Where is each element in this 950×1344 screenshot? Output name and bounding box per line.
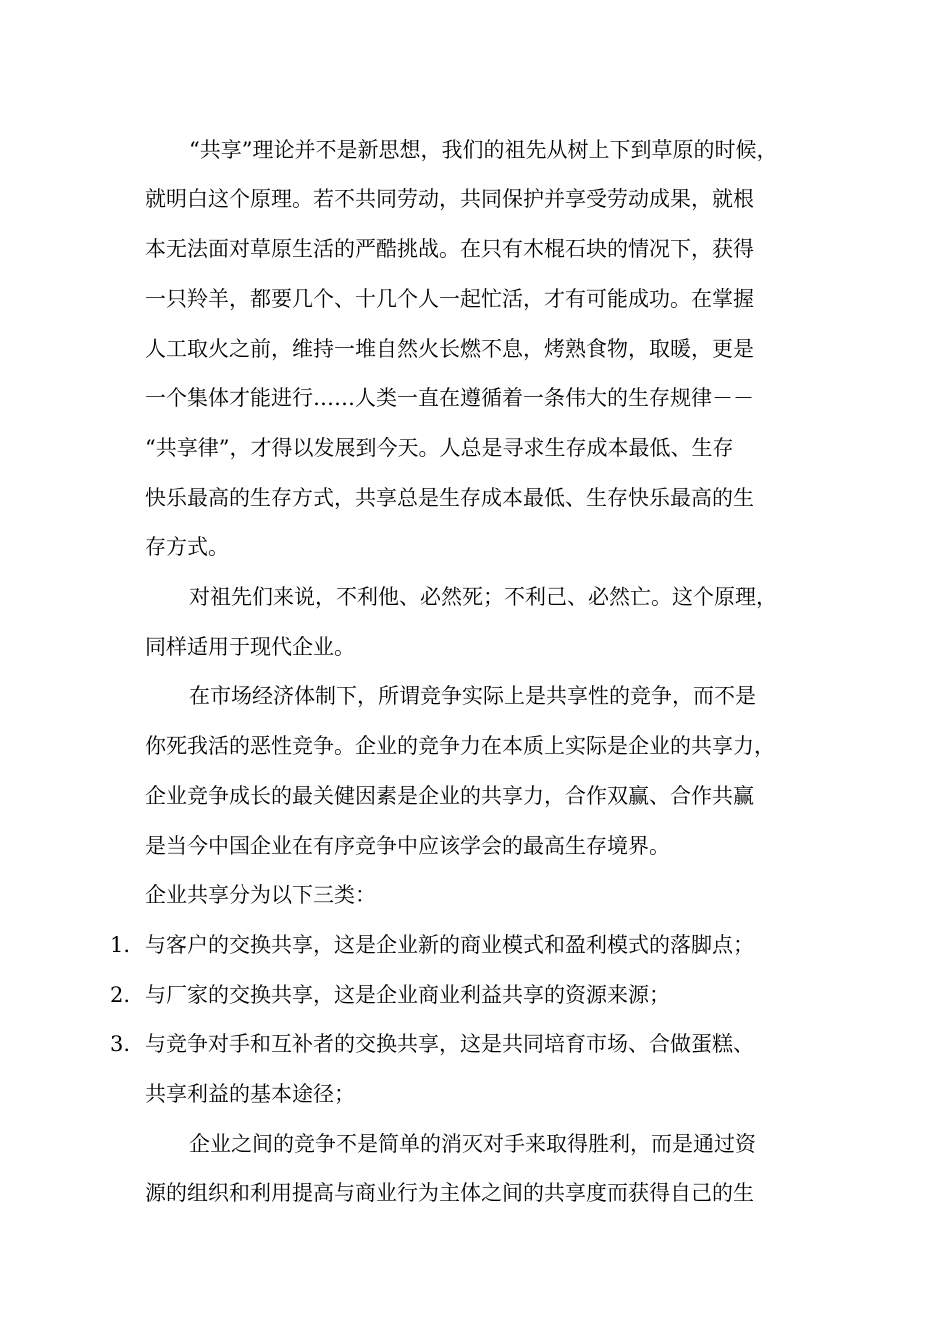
paragraph-line: 就明白这个原理。若不共同劳动，共同保护并享受劳动成果，就根 [145,187,754,211]
list-item-text: 共享利益的基本途径； [145,1082,355,1106]
paragraph-line: 一只羚羊，都要几个、十几个人一起忙活，才有可能成功。在掌握 [145,287,754,311]
list-item-text: 与厂家的交换共享，这是企业商业利益共享的资源来源； [145,983,670,1007]
paragraph-line: 一个集体才能进行……人类一直在遵循着一条伟大的生存规律－－ [145,386,754,410]
list-item-text: 与竞争对手和互补者的交换共享，这是共同培育市场、合做蛋糕、 [145,1032,754,1056]
list-item-number: 3. [110,1032,131,1056]
paragraph-line: 本无法面对草原生活的严酷挑战。在只有木棍石块的情况下，获得 [145,237,754,261]
paragraph-line: “共享”理论并不是新思想，我们的祖先从树上下到草原的时候， [189,138,778,162]
paragraph-line: 是当今中国企业在有序竞争中应该学会的最高生存境界。 [145,834,670,858]
list-item-text: 与客户的交换共享，这是企业新的商业模式和盈利模式的落脚点； [145,933,754,957]
paragraph-line: 企业竞争成长的最关健因素是企业的共享力，合作双赢、合作共赢 [145,784,754,808]
paragraph-line: 对祖先们来说，不利他、必然死；不利己、必然亡。这个原理， [189,585,777,609]
list-intro: 企业共享分为以下三类： [145,883,376,907]
paragraph-line: 人工取火之前，维持一堆自然火长燃不息，烤熟食物，取暖，更是 [145,337,754,361]
paragraph-line: 同样适用于现代企业。 [145,635,355,659]
paragraph-line: 源的组织和利用提高与商业行为主体之间的共享度而获得自己的生 [145,1181,754,1205]
paragraph-line: 存方式。 [145,535,229,559]
list-item-number: 1. [110,933,131,957]
paragraph-line: “共享律”，才得以发展到今天。人总是寻求生存成本最低、生存 [145,436,734,460]
paragraph-line: 快乐最高的生存方式，共享总是生存成本最低、生存快乐最高的生 [145,486,754,510]
paragraph-line: 在市场经济体制下，所谓竞争实际上是共享性的竞争，而不是 [189,684,756,708]
paragraph-line: 你死我活的恶性竞争。企业的竞争力在本质上实际是企业的共享力， [145,734,775,758]
paragraph-line: 企业之间的竞争不是简单的消灭对手来取得胜利，而是通过资 [189,1132,756,1156]
list-item-number: 2. [110,983,131,1007]
